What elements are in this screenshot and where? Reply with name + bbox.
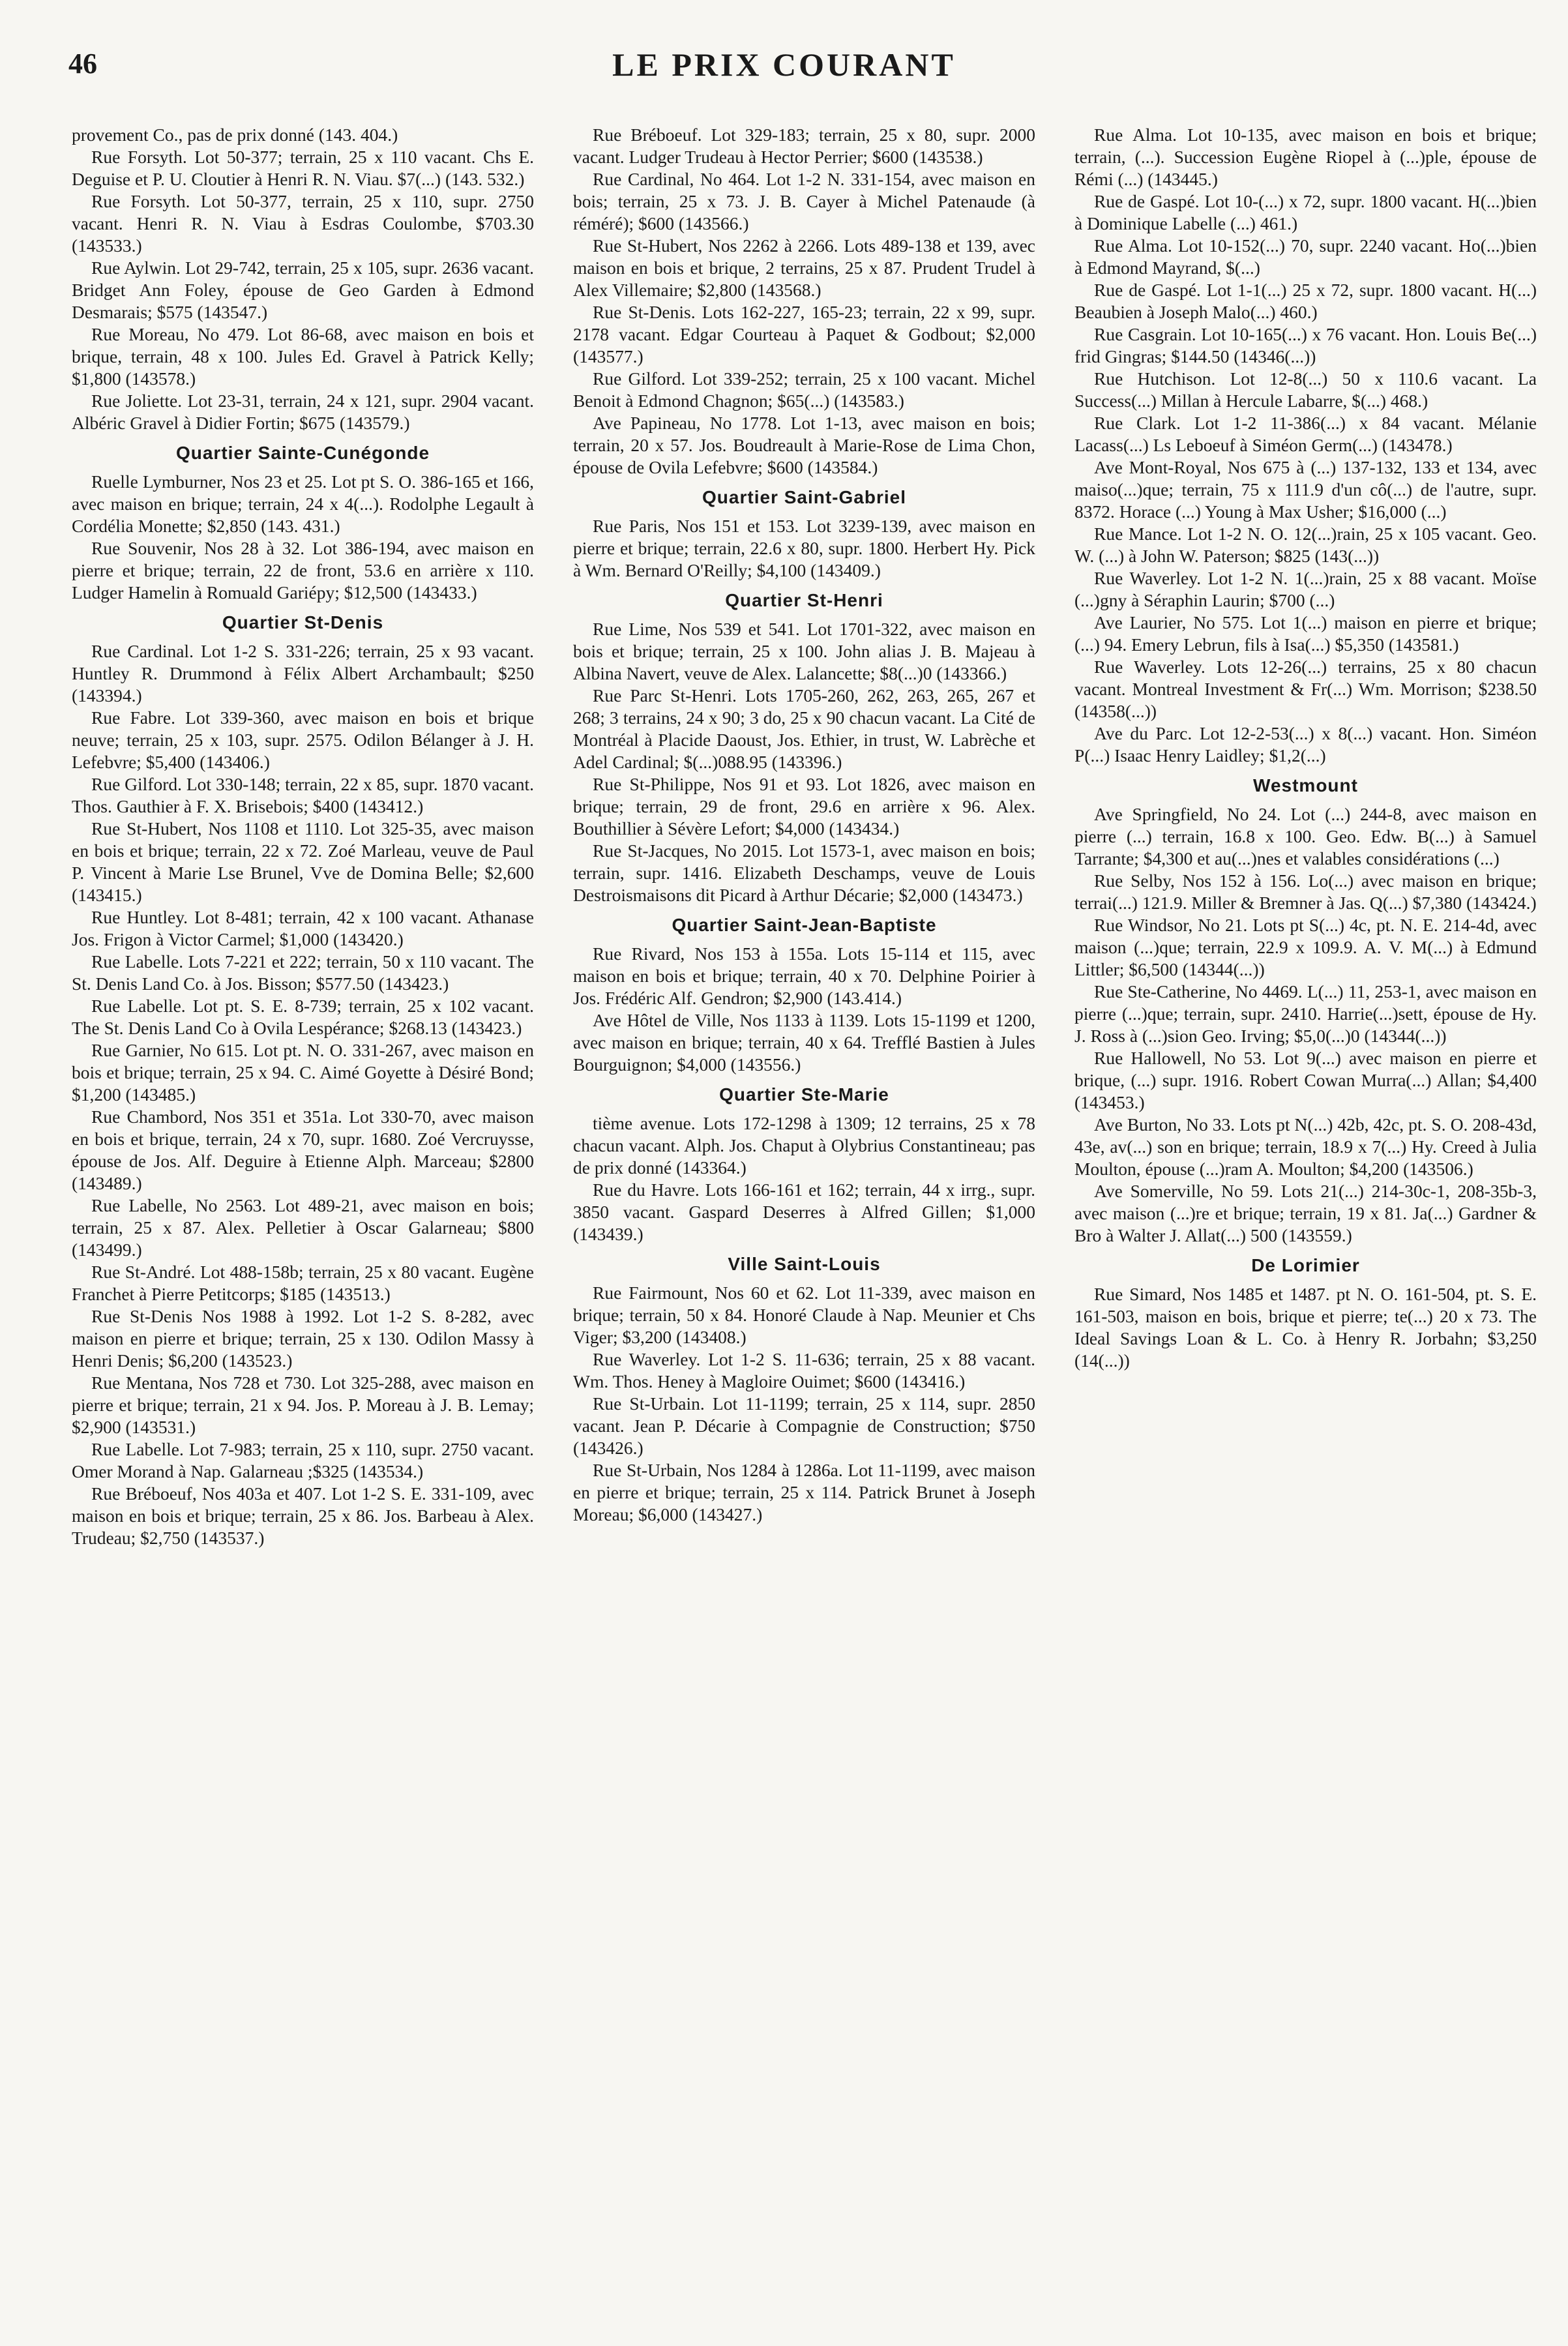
listing-entry: Rue Aylwin. Lot 29-742, terrain, 25 x 105, supr. 2636 vacant. Bridget Ann Foley, épouse de Geo Garden à Edmond Desmarais; $575 (143547.) (72, 258, 534, 322)
listing-entry: Rue Waverley. Lot 1-2 S. 11-636; terrain, 25 x 88 vacant. Wm. Thos. Heney à Magloire Ouimet; $600 (143416.) (573, 1349, 1035, 1391)
listing-entry: Rue Alma. Lot 10-152(...) 70, supr. 2240 vacant. Ho(...)bien à Edmond Mayrand, $(...) (1074, 235, 1537, 278)
listing-entry: Ave Papineau, No 1778. Lot 1-13, avec maison en bois; terrain, 20 x 57. Jos. Boudreault à Marie-Rose de Lima Chon, épouse de Ovila Lefebvre; $600 (143584.) (573, 413, 1035, 477)
listing-entry: Rue de Gaspé. Lot 10-(...) x 72, supr. 1800 vacant. H(...)bien à Dominique Labelle (...) 461.) (1074, 191, 1537, 233)
listing-entry: Rue Paris, Nos 151 et 153. Lot 3239-139, avec maison en pierre et brique; terrain, 22.6 x 80, supr. 1800. Herbert Hy. Pick à Wm. Bernard O'Reilly; $4,100 (143409.) (573, 516, 1035, 580)
listing-entry: Rue Windsor, No 21. Lots pt S(...) 4c, pt. N. E. 214-4d, avec maison (...)que; terrain, 22.9 x 109.9. A. V. M(...) à Edmund Littler; $6,500 (14344(...)) (1074, 915, 1537, 979)
listing-entry: Rue Casgrain. Lot 10-165(...) x 76 vacant. Hon. Louis Be(...) frid Gingras; $144.50 (14346(...)) (1074, 324, 1537, 366)
section-heading: Ville Saint-Louis (728, 1254, 881, 1274)
listing-entry: Rue Bréboeuf, Nos 403a et 407. Lot 1-2 S. E. 331-109, avec maison en bois et brique; terrain, 25 x 86. Jos. Barbeau à Alex. Trudeau; $2,750 (143537.) (72, 1483, 534, 1548)
listing-entry: Rue Labelle, No 2563. Lot 489-21, avec maison en bois; terrain, 25 x 87. Alex. Pelletier à Oscar Galarneau; $800 (143499.) (72, 1195, 534, 1260)
listing-entry: Rue Souvenir, Nos 28 à 32. Lot 386-194, avec maison en pierre et brique; terrain, 22 de front, 53.6 en arrière x 110. Ludger Hamelin à Romuald Gariépy; $12,500 (143433.) (72, 538, 534, 602)
listing-entry: Rue Labelle. Lots 7-221 et 222; terrain, 50 x 110 vacant. The St. Denis Land Co. à Jos. Bisson; $577.50 (143423.) (72, 951, 534, 994)
listing-entry: Rue Forsyth. Lot 50-377, terrain, 25 x 110, supr. 2750 vacant. Henri R. N. Viau à Esdras Coulombe, $703.30 (143533.) (72, 191, 534, 256)
listing-entry: Rue Clark. Lot 1-2 11-386(...) x 84 vacant. Mélanie Lacass(...) Ls Leboeuf à Siméon Germ(...) (143478.) (1074, 413, 1537, 455)
section-heading: Quartier Ste-Marie (719, 1084, 889, 1105)
listing-entry: Rue Ste-Catherine, No 4469. L(...) 11, 253-1, avec maison en pierre (...)que; terrain, supr. 2410. Harrie(...)sett, épouse de Hy. J. Ross à (...)sion Geo. Irving; $5,0(...)0 (14344(...)) (1074, 981, 1537, 1046)
listing-entry: Rue Fabre. Lot 339-360, avec maison en bois et brique neuve; terrain, 25 x 103, supr. 2575. Odilon Bélanger à J. H. Lefebvre; $5,400 (143406.) (72, 707, 534, 772)
section-heading: Quartier Saint-Jean-Baptiste (672, 915, 937, 935)
column-2 (573, 124, 1035, 2326)
section-heading: Quartier Saint-Gabriel (702, 487, 906, 507)
listing-entry: Rue Huntley. Lot 8-481; terrain, 42 x 100 vacant. Athanase Jos. Frigon à Victor Carmel; $1,000 (143420.) (72, 907, 534, 949)
listing-entry: Rue Lime, Nos 539 et 541. Lot 1701-322, avec maison en bois et brique; terrain, 25 x 100. John alias J. B. Majeau à Albina Navert, veuve de Alex. Lalancette; $8(...)0 (143366.) (573, 619, 1035, 683)
section-heading: Quartier St-Denis (222, 612, 384, 632)
listing-entry: Rue Forsyth. Lot 50-377; terrain, 25 x 110 vacant. Chs E. Deguise et P. U. Cloutier à Henri R. N. Viau. $7(...) (143. 532.) (72, 147, 534, 189)
listing-entry: Rue Garnier, No 615. Lot pt. N. O. 331-267, avec maison en bois et brique; terrain, 25 x 94. C. Aimé Goyette à Désiré Bond; $1,200 (143485.) (72, 1040, 534, 1105)
listing-entry: Rue Bréboeuf. Lot 329-183; terrain, 25 x 80, supr. 2000 vacant. Ludger Trudeau à Hector Perrier; $600 (143538.) (573, 125, 1035, 167)
page-title: LE PRIX COURANT (612, 46, 956, 83)
listing-entry: provement Co., pas de prix donné (143. 404.) (72, 125, 398, 145)
listing-entry: Rue St-Denis Nos 1988 à 1992. Lot 1-2 S. 8-282, avec maison en pierre et brique; terrain, 25 x 130. Odilon Massy à Henri Denis; $6,200 (143523.) (72, 1306, 534, 1371)
listing-entry: Ave Hôtel de Ville, Nos 1133 à 1139. Lots 15-1199 et 1200, avec maison en brique; terrain, 40 x 64. Trefflé Bastien à Jules Bourguignon; $4,000 (143556.) (573, 1010, 1035, 1075)
listing-entry: Rue de Gaspé. Lot 1-1(...) 25 x 72, supr. 1800 vacant. H(...) Beaubien à Joseph Malo(...) 460.) (1074, 280, 1537, 322)
listing-entry: Rue Hutchison. Lot 12-8(...) 50 x 110.6 vacant. La Success(...) Millan à Hercule Labarre, $(...) 468.) (1074, 368, 1537, 411)
section-heading: Westmount (1253, 775, 1358, 795)
listing-entry: Ave du Parc. Lot 12-2-53(...) x 8(...) vacant. Hon. Siméon P(...) Isaac Henry Laidley; $1,2(...) (1074, 723, 1537, 765)
listing-entry: Ave Mont-Royal, Nos 675 à (...) 137-132, 133 et 134, avec maiso(...)que; terrain, 75 x 111.9 d'un cô(...) de l'autre, supr. 8372. Horace (...) Young à Max Usher; $16,000 (...) (1074, 457, 1537, 522)
section-heading: De Lorimier (1251, 1255, 1360, 1275)
listing-entry: Ave Laurier, No 575. Lot 1(...) maison en pierre et brique; (...) 94. Emery Lebrun, fils à Isa(...) $5,350 (143581.) (1074, 612, 1537, 655)
page-number: 46 (68, 48, 97, 80)
column-1 (72, 124, 534, 2326)
listing-entry: Rue Mance. Lot 1-2 N. O. 12(...)rain, 25 x 105 vacant. Geo. W. (...) à John W. Paterson; $825 (143(...)) (1074, 524, 1537, 566)
listing-entry: Rue Hallowell, No 53. Lot 9(...) avec maison en pierre et brique, (...) supr. 1916. Robert Cowan Murra(...) Allan; $4,400 (143453.) (1074, 1048, 1537, 1112)
listing-entry: Rue St-André. Lot 488-158b; terrain, 25 x 80 vacant. Eugène Franchet à Pierre Petitcorps; $185 (143513.) (72, 1262, 534, 1304)
listing-entry: tième avenue. Lots 172-1298 à 1309; 12 terrains, 25 x 78 chacun vacant. Alph. Jos. Chaput à Olybrius Constantineau; pas de prix donné (143364.) (573, 1113, 1035, 1178)
listing-entry: Rue Labelle. Lot 7-983; terrain, 25 x 110, supr. 2750 vacant. Omer Morand à Nap. Galarneau ;$325 (143534.) (72, 1439, 534, 1481)
listing-entry: Rue Gilford. Lot 330-148; terrain, 22 x 85, supr. 1870 vacant. Thos. Gauthier à F. X. Brisebois; $400 (143412.) (72, 774, 534, 816)
listing-entry: Rue Cardinal. Lot 1-2 S. 331-226; terrain, 25 x 93 vacant. Huntley R. Drummond à Félix Albert Archambault; $250 (143394.) (72, 641, 534, 705)
listing-entry: Rue Waverley. Lots 12-26(...) terrains, 25 x 80 chacun vacant. Montreal Investment & Fr(...) Wm. Morrison; $238.50 (14358(...)) (1074, 657, 1537, 721)
listing-entry: Ave Somerville, No 59. Lots 21(...) 214-30c-1, 208-35b-3, avec maison (...)re et brique; terrain, 19 x 81. Ja(...) Gardner & Bro à Walter J. Allat(...) 500 (143559.) (1074, 1181, 1537, 1245)
listing-entry: Rue du Havre. Lots 166-161 et 162; terrain, 44 x irrg., supr. 3850 vacant. Gaspard Deserres à Alfred Gillen; $1,000 (143439.) (573, 1180, 1035, 1244)
listing-entry: Rue Labelle. Lot pt. S. E. 8-739; terrain, 25 x 102 vacant. The St. Denis Land Co à Ovila Lespérance; $268.13 (143423.) (72, 996, 534, 1038)
listing-entry: Ave Burton, No 33. Lots pt N(...) 42b, 42c, pt. S. O. 208-43d, 43e, av(...) son en brique; terrain, 18.9 x 7(...) Hy. Creed à Julia Moulton, épouse (...)ram A. Moulton; $4,200 (143506.) (1074, 1114, 1537, 1179)
column-3 (1074, 124, 1537, 2326)
listing-entry: Rue Waverley. Lot 1-2 N. 1(...)rain, 25 x 88 vacant. Moïse (...)gny à Séraphin Laurin; $700 (...) (1074, 568, 1537, 610)
text-columns (72, 124, 1537, 2326)
listing-entry: Ruelle Lymburner, Nos 23 et 25. Lot pt S. O. 386-165 et 166, avec maison en brique; terrain, 24 x 4(...). Rodolphe Legault à Cordélia Monette; $2,850 (143. 431.) (72, 471, 534, 536)
listing-entry: Rue St-Urbain, Nos 1284 à 1286a. Lot 11-1199, avec maison en pierre et brique; terrain, 25 x 114. Patrick Brunet à Joseph Moreau; $6,000 (143427.) (573, 1460, 1035, 1524)
listing-entry: Rue Cardinal, No 464. Lot 1-2 N. 331-154, avec maison en bois; terrain, 25 x 73. J. B. Cayer à Michel Patenaude (à réméré); $600 (143566.) (573, 169, 1035, 233)
listing-entry: Rue St-Hubert, Nos 2262 à 2266. Lots 489-138 et 139, avec maison en bois et brique, 2 terrains, 25 x 87. Prudent Trudel à Alex Villemaire; $2,800 (143568.) (573, 235, 1035, 300)
listing-entry: Rue Gilford. Lot 339-252; terrain, 25 x 100 vacant. Michel Benoit à Edmond Chagnon; $65(...) (143583.) (573, 368, 1035, 411)
listing-entry: Rue Moreau, No 479. Lot 86-68, avec maison en bois et brique, terrain, 48 x 100. Jules Ed. Gravel à Patrick Kelly; $1,800 (143578.) (72, 324, 534, 389)
listing-entry: Rue Parc St-Henri. Lots 1705-260, 262, 263, 265, 267 et 268; 3 terrains, 24 x 90; 3 do, 25 x 90 chacun vacant. La Cité de Montréal à Placide Daoust, Jos. Ethier, in trust, W. Labrèche et Adel Cardinal; $(...)088.95 (143396.) (573, 685, 1035, 772)
listing-entry: Rue Joliette. Lot 23-31, terrain, 24 x 121, supr. 2904 vacant. Albéric Gravel à Didier Fortin; $675 (143579.) (72, 391, 534, 433)
listing-entry: Rue Mentana, Nos 728 et 730. Lot 325-288, avec maison en pierre et brique; terrain, 21 x 94. Jos. P. Moreau à J. B. Lemay; $2,900 (143531.) (72, 1373, 534, 1437)
listing-entry: Rue Fairmount, Nos 60 et 62. Lot 11-339, avec maison en brique; terrain, 50 x 84. Honoré Claude à Nap. Meunier et Chs Viger; $3,200 (143408.) (573, 1283, 1035, 1347)
listing-entry: Rue Alma. Lot 10-135, avec maison en bois et brique; terrain, (...). Succession Eugène Riopel à (...)ple, épouse de Rémi (...) (143445.) (1074, 125, 1537, 189)
listing-entry: Ave Springfield, No 24. Lot (...) 244-8, avec maison en pierre (...) terrain, 16.8 x 100. Geo. Edw. B(...) à Samuel Tarrante; $4,300 et au(...)nes et valables considérations (...) (1074, 804, 1537, 869)
listing-entry: Rue St-Philippe, Nos 91 et 93. Lot 1826, avec maison en brique; terrain, 29 de front, 29.6 en arrière x 96. Alex. Bouthillier à Sévère Lefort; $4,000 (143434.) (573, 774, 1035, 839)
listing-entry: Rue St-Jacques, No 2015. Lot 1573-1, avec maison en bois; terrain, supr. 1416. Elizabeth Deschamps, veuve de Louis Destroismaisons dit Picard à Arthur Décarie; $2,000 (143473.) (573, 840, 1035, 905)
listing-entry: Rue Simard, Nos 1485 et 1487. pt N. O. 161-504, pt. S. E. 161-503, maison en bois, brique et pierre; te(...) 20 x 73. The Ideal Savings Loan & L. Co. à Henry R. Jorbahn; $3,250 (14(...)) (1074, 1284, 1537, 1371)
listing-entry: Rue Rivard, Nos 153 à 155a. Lots 15-114 et 115, avec maison en bois et brique; terrain, 40 x 70. Delphine Poirier à Jos. Frédéric Alf. Gendron; $2,900 (143.414.) (573, 943, 1035, 1008)
listing-entry: Rue Selby, Nos 152 à 156. Lo(...) avec maison en brique; terrai(...) 121.9. Miller & Bremner à Jas. Q(...) $7,380 (143424.) (1074, 870, 1537, 913)
listing-entry: Rue St-Hubert, Nos 1108 et 1110. Lot 325-35, avec maison en bois et brique; terrain, 22 x 72. Zoé Marleau, veuve de Paul P. Vincent à Marie Lse Brunel, Vve de Domina Belle; $2,600 (143415.) (72, 818, 534, 905)
listing-entry: Rue St-Denis. Lots 162-227, 165-23; terrain, 22 x 99, supr. 2178 vacant. Edgar Courteau à Paquet & Godbout; $2,000 (143577.) (573, 302, 1035, 366)
listing-entry: Rue St-Urbain. Lot 11-1199; terrain, 25 x 114, supr. 2850 vacant. Jean P. Décarie à Compagnie de Construction; $750 (143426.) (573, 1393, 1035, 1458)
listing-entry: Rue Chambord, Nos 351 et 351a. Lot 330-70, avec maison en bois et brique, terrain, 24 x 70, supr. 1680. Zoé Vercruysse, épouse de Jos. Alf. Deguire à Etienne Alph. Marceau; $2800 (143489.) (72, 1106, 534, 1193)
section-heading: Quartier Sainte-Cunégonde (175, 443, 430, 463)
section-heading: Quartier St-Henri (725, 590, 883, 610)
